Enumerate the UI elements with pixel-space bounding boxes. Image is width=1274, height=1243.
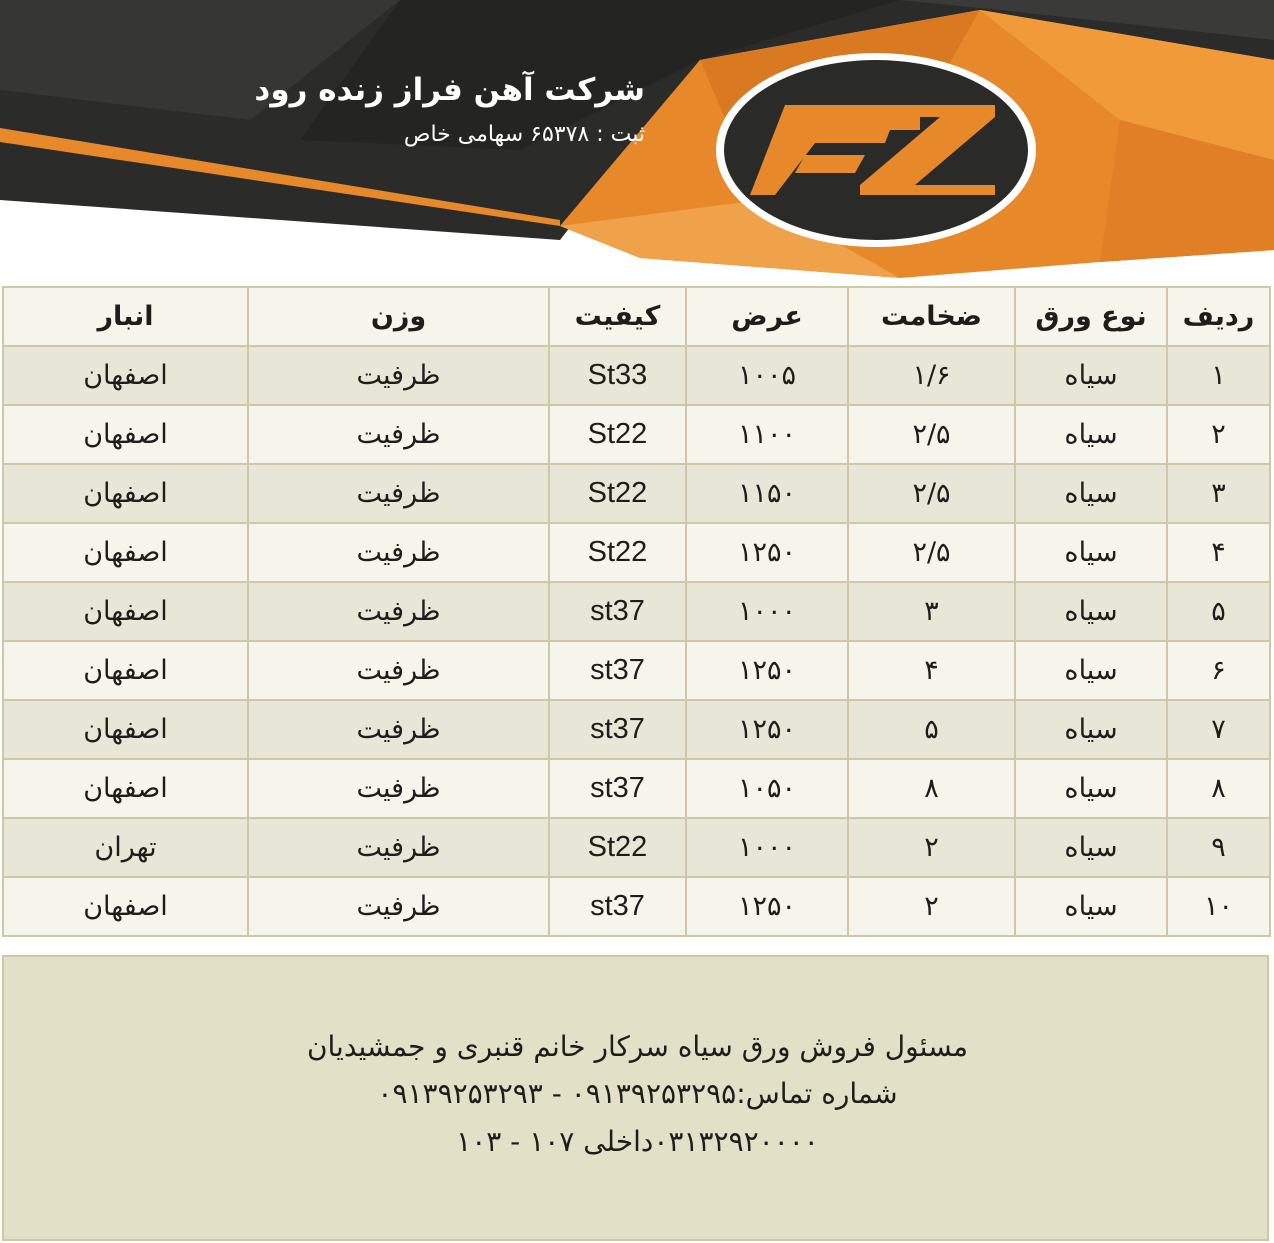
cell-row-number: ۸ xyxy=(1167,759,1270,818)
cell-thickness: ۱/۶ xyxy=(848,346,1015,405)
cell-row-number: ۱۰ xyxy=(1167,877,1270,936)
cell-thickness: ۴ xyxy=(848,641,1015,700)
table-row xyxy=(3,346,1270,405)
cell-warehouse: اصفهان xyxy=(3,346,248,405)
table-row xyxy=(3,405,1270,464)
table-header-row xyxy=(3,287,1270,346)
cell-weight: ظرفیت xyxy=(248,523,549,582)
cell-row-number: ۴ xyxy=(1167,523,1270,582)
cell-grade: St22 xyxy=(549,818,686,877)
cell-width: ۱۱۵۰ xyxy=(686,464,848,523)
cell-thickness: ۸ xyxy=(848,759,1015,818)
cell-row-number: ۷ xyxy=(1167,700,1270,759)
cell-grade: St33 xyxy=(549,346,686,405)
cell-weight: ظرفیت xyxy=(248,818,549,877)
cell-width: ۱۰۵۰ xyxy=(686,759,848,818)
cell-grade: St22 xyxy=(549,523,686,582)
cell-row-number: ۳ xyxy=(1167,464,1270,523)
cell-warehouse: اصفهان xyxy=(3,523,248,582)
table-row xyxy=(3,759,1270,818)
phone-numbers: شماره تماس:۰۹۱۳۹۲۵۳۲۹۵ - ۰۹۱۳۹۲۵۳۲۹۳ xyxy=(377,1077,898,1110)
cell-warehouse: اصفهان xyxy=(3,405,248,464)
header-banner xyxy=(0,0,1274,285)
cell-width: ۱۰۰۵ xyxy=(686,346,848,405)
cell-sheet-type: سیاه xyxy=(1015,346,1167,405)
cell-warehouse: اصفهان xyxy=(3,759,248,818)
cell-width: ۱۰۰۰ xyxy=(686,818,848,877)
cell-row-number: ۹ xyxy=(1167,818,1270,877)
header-grade: کیفیت xyxy=(549,287,686,346)
cell-thickness: ۲/۵ xyxy=(848,405,1015,464)
cell-sheet-type: سیاه xyxy=(1015,818,1167,877)
cell-thickness: ۳ xyxy=(848,582,1015,641)
header-warehouse: انبار xyxy=(3,287,248,346)
table-row xyxy=(3,818,1270,877)
cell-grade: St22 xyxy=(549,464,686,523)
company-registration: ثبت : ۶۵۳۷۸ سهامی خاص xyxy=(403,122,645,147)
cell-thickness: ۲/۵ xyxy=(848,523,1015,582)
cell-width: ۱۲۵۰ xyxy=(686,700,848,759)
cell-sheet-type: سیاه xyxy=(1015,641,1167,700)
cell-weight: ظرفیت xyxy=(248,759,549,818)
cell-warehouse: اصفهان xyxy=(3,877,248,936)
cell-width: ۱۲۵۰ xyxy=(686,523,848,582)
header-width: عرض xyxy=(686,287,848,346)
cell-row-number: ۱ xyxy=(1167,346,1270,405)
cell-warehouse: اصفهان xyxy=(3,582,248,641)
header-sheet-type: نوع ورق xyxy=(1015,287,1167,346)
cell-grade: st37 xyxy=(549,582,686,641)
table-row xyxy=(3,700,1270,759)
contact-footer xyxy=(2,955,1269,1241)
cell-thickness: ۲ xyxy=(848,818,1015,877)
cell-width: ۱۰۰۰ xyxy=(686,582,848,641)
cell-width: ۱۲۵۰ xyxy=(686,641,848,700)
cell-thickness: ۲/۵ xyxy=(848,464,1015,523)
cell-thickness: ۵ xyxy=(848,700,1015,759)
cell-warehouse: تهران xyxy=(3,818,248,877)
table-row xyxy=(3,464,1270,523)
table-row xyxy=(3,641,1270,700)
cell-weight: ظرفیت xyxy=(248,877,549,936)
company-logo xyxy=(745,95,1005,205)
sales-contact-person: مسئول فروش ورق سیاه سرکار خانم قنبری و جمشیدیان xyxy=(306,1030,969,1063)
table-row xyxy=(3,582,1270,641)
table-row xyxy=(3,523,1270,582)
cell-warehouse: اصفهان xyxy=(3,464,248,523)
cell-sheet-type: سیاه xyxy=(1015,700,1167,759)
company-name: شرکت آهن فراز زنده رود xyxy=(254,72,645,108)
price-table xyxy=(2,286,1269,937)
header-row-number: ردیف xyxy=(1167,287,1270,346)
cell-grade: st37 xyxy=(549,700,686,759)
office-phone-extension: ۰۳۱۳۲۹۲۰۰۰۰داخلی ۱۰۷ - ۱۰۳ xyxy=(456,1125,819,1158)
cell-grade: st37 xyxy=(549,641,686,700)
cell-weight: ظرفیت xyxy=(248,700,549,759)
cell-row-number: ۵ xyxy=(1167,582,1270,641)
fz-logo-icon xyxy=(745,95,1005,205)
cell-weight: ظرفیت xyxy=(248,346,549,405)
cell-sheet-type: سیاه xyxy=(1015,405,1167,464)
cell-sheet-type: سیاه xyxy=(1015,464,1167,523)
cell-width: ۱۲۵۰ xyxy=(686,877,848,936)
cell-sheet-type: سیاه xyxy=(1015,759,1167,818)
cell-row-number: ۲ xyxy=(1167,405,1270,464)
header-thickness: ضخامت xyxy=(848,287,1015,346)
cell-thickness: ۲ xyxy=(848,877,1015,936)
cell-grade: st37 xyxy=(549,759,686,818)
cell-sheet-type: سیاه xyxy=(1015,877,1167,936)
cell-weight: ظرفیت xyxy=(248,464,549,523)
header-weight: وزن xyxy=(248,287,549,346)
cell-weight: ظرفیت xyxy=(248,582,549,641)
cell-row-number: ۶ xyxy=(1167,641,1270,700)
cell-sheet-type: سیاه xyxy=(1015,523,1167,582)
cell-width: ۱۱۰۰ xyxy=(686,405,848,464)
cell-grade: st37 xyxy=(549,877,686,936)
cell-weight: ظرفیت xyxy=(248,405,549,464)
cell-sheet-type: سیاه xyxy=(1015,582,1167,641)
table-row xyxy=(3,877,1270,936)
table-body xyxy=(3,346,1270,936)
cell-warehouse: اصفهان xyxy=(3,700,248,759)
cell-warehouse: اصفهان xyxy=(3,641,248,700)
cell-grade: St22 xyxy=(549,405,686,464)
cell-weight: ظرفیت xyxy=(248,641,549,700)
